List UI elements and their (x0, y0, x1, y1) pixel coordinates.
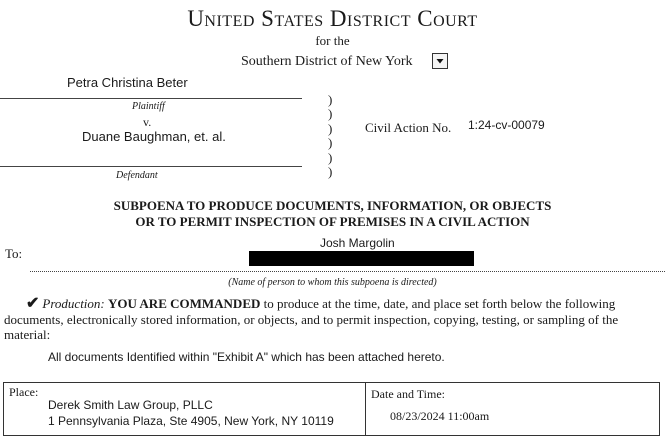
caption-paren: ) (328, 150, 333, 165)
caption-paren: ) (328, 164, 333, 179)
subpoena-heading-line2: OR TO PERMIT INSPECTION OF PREMISES IN A CIVIL ACTION (135, 214, 530, 229)
for-the-text: for the (315, 33, 350, 48)
production-text: to produce at the time, date, and place set forth below the following documents, electronically stored information, or objects, and to permit inspection, copying, testing, or sampling of the material: (4, 296, 619, 342)
versus-text: v. (143, 115, 152, 129)
court-title: United States District Court (187, 6, 478, 31)
documents-description: All documents Identified within "Exhibit A" which has been attached hereto. (48, 350, 445, 364)
production-paragraph (4, 296, 660, 343)
civil-action-number: 1:24-cv-00079 (468, 118, 545, 132)
plaintiff-label: Plaintiff (132, 101, 165, 112)
place-datetime-table (3, 382, 660, 436)
plaintiff-name: Petra Christina Beter (67, 75, 188, 90)
place-line1: Derek Smith Law Group, PLLC (48, 398, 213, 412)
district-dropdown-button[interactable] (432, 53, 448, 69)
place-label: Place: (9, 385, 39, 399)
defendant-label: Defendant (116, 170, 158, 181)
plaintiff-rule (0, 98, 302, 99)
recipient-rule (30, 271, 665, 272)
to-label: To: (5, 246, 23, 261)
caption-paren: ) (328, 106, 333, 121)
civil-action-label: Civil Action No. (365, 120, 452, 135)
redaction-bar (249, 251, 474, 266)
caption-paren: ) (328, 135, 333, 150)
chevron-down-icon (433, 54, 447, 68)
subpoena-heading-line1: SUBPOENA TO PRODUCE DOCUMENTS, INFORMATION, OR OBJECTS (113, 198, 552, 213)
directed-caption: (Name of person to whom this subpoena is directed) (228, 277, 437, 288)
defendant-rule (0, 166, 302, 167)
production-command: YOU ARE COMMANDED (108, 296, 261, 311)
recipient-name: Josh Margolin (320, 236, 395, 250)
table-divider (365, 383, 366, 435)
datetime-label: Date and Time: (371, 387, 445, 401)
place-line2: 1 Pennsylvania Plaza, Ste 4905, New York, NY 10119 (48, 414, 334, 428)
caption-paren: ) (328, 121, 333, 136)
district-name: Southern District of New York (241, 54, 413, 69)
caption-paren: ) (328, 92, 333, 107)
production-label: Production: (42, 296, 105, 311)
datetime-value: 08/23/2024 11:00am (390, 409, 490, 423)
checkmark-icon: ✔ (26, 295, 40, 312)
defendant-name: Duane Baughman, et. al. (82, 129, 226, 144)
